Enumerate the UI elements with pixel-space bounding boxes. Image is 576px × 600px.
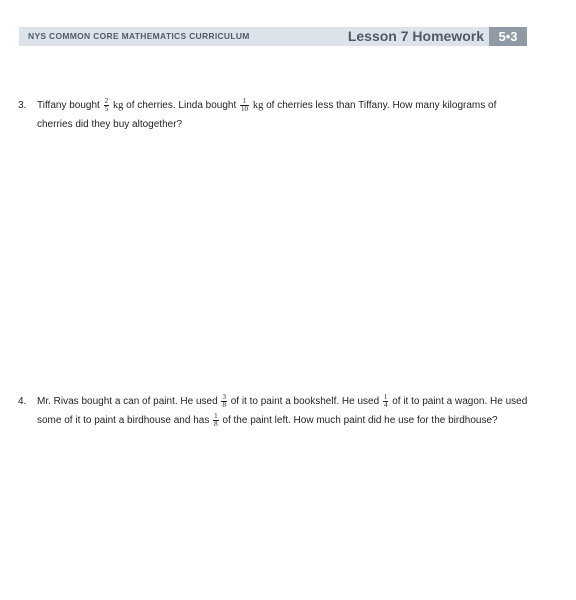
fraction [240, 98, 249, 113]
fraction-denominator: 4 [383, 400, 388, 409]
lesson-title: Lesson 7 Homework [347, 28, 484, 44]
fraction-numerator: 3 [222, 392, 226, 401]
fraction [213, 413, 219, 428]
problem-number: 3. [18, 100, 27, 111]
text-segment: of cherries. Linda bought [123, 100, 240, 111]
problem-text [37, 96, 528, 134]
problem-4 [18, 392, 528, 430]
problem-number: 4. [18, 396, 27, 407]
fraction [221, 394, 227, 409]
text-segment: of cherries less than Tiffany. How many kilograms of cherries did they buy altogether? [37, 100, 497, 130]
fraction [104, 98, 110, 113]
fraction-numerator: 2 [104, 96, 109, 105]
fraction-denominator: 10 [241, 104, 249, 113]
fraction-denominator: 8 [214, 419, 218, 428]
page-header [19, 27, 527, 46]
problem-3 [18, 96, 528, 134]
fraction-denominator: 5 [104, 104, 109, 113]
problem-text [37, 392, 528, 430]
fraction-numerator: 1 [240, 98, 249, 106]
text-segment: of it to paint a wagon. He used some of it to paint a birdhouse and has [37, 396, 528, 426]
text-segment: Mr. Rivas bought a can of paint. He used [37, 396, 221, 407]
fraction-numerator: 1 [214, 411, 218, 420]
unit-label: kg [252, 100, 264, 111]
text-segment: Tiffany bought [37, 100, 103, 111]
curriculum-title: NYS COMMON CORE MATHEMATICS CURRICULUM [28, 31, 250, 41]
module-badge: 5•3 [489, 27, 527, 46]
fraction-denominator: 8 [222, 400, 226, 409]
fraction [383, 394, 389, 409]
fraction-numerator: 1 [383, 392, 388, 401]
text-segment: of the paint left. How much paint did he use for the birdhouse? [219, 415, 498, 426]
text-segment: of it to paint a bookshelf. He used [227, 396, 382, 407]
unit-label: kg [112, 100, 124, 111]
